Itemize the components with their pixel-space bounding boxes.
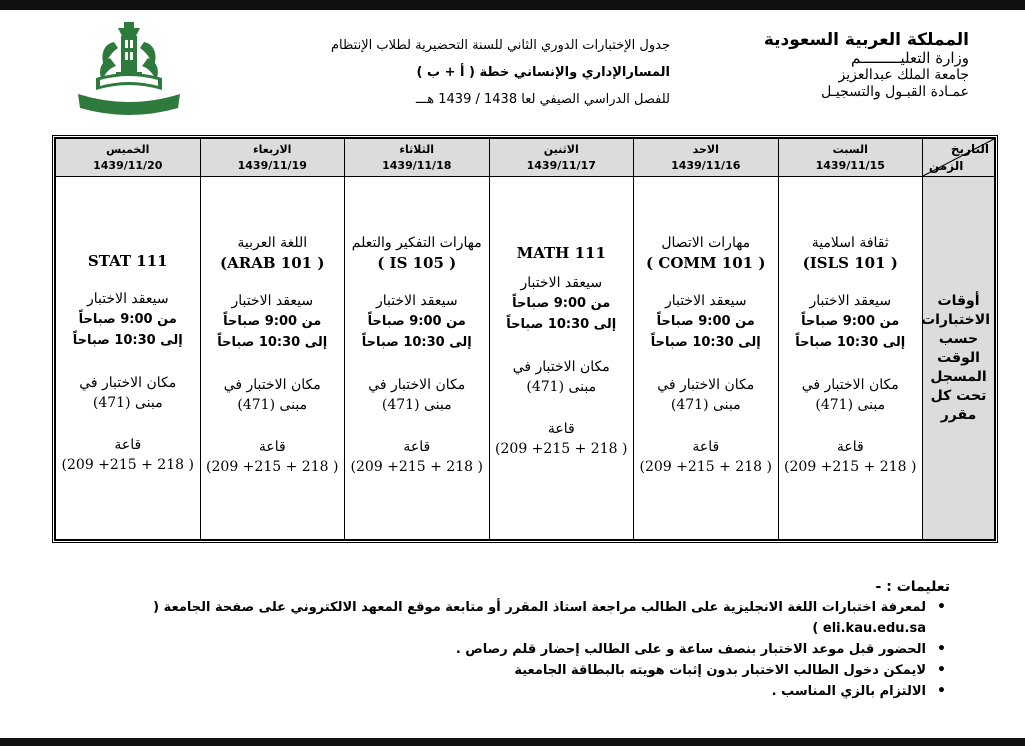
day-date: 1439/11/15 — [815, 158, 885, 172]
hall-label: قاعة — [692, 439, 720, 455]
building: مبنى (471) — [237, 397, 308, 413]
corner-time-label: الزمن — [929, 159, 964, 173]
term-line: للفصل الدراسي الصيفي لعا 1438 / 1439 هـــ — [415, 92, 670, 107]
day-date: 1439/11/20 — [93, 158, 163, 172]
day-header — [489, 139, 634, 177]
instructions-title: تعليمات : - — [875, 579, 950, 595]
building: مبنى (471) — [670, 397, 741, 413]
location-label: مكان الاختبار في — [657, 377, 755, 393]
exam-intro: سيعقد الاختبار — [664, 293, 747, 309]
instruction-item: • لايمكن دخول الطالب الاختبار بدون إثبات هويته بالبطاقة الجامعية — [60, 660, 926, 681]
kingdom-name: المملكة العربية السعودية — [763, 30, 969, 50]
institution-header — [739, 30, 969, 101]
exam-end: إلى 10:30 صباحاً — [361, 335, 472, 350]
hall-label: قاعة — [403, 439, 431, 455]
exam-intro: سيعقد الاختبار — [809, 293, 892, 309]
exam-cell-isls — [778, 177, 923, 540]
day-name: الاحد — [692, 142, 719, 156]
day-header — [200, 139, 345, 177]
day-name: السبت — [832, 142, 868, 156]
building: مبنى (471) — [815, 397, 886, 413]
instructions-section — [60, 578, 950, 702]
day-header — [778, 139, 923, 177]
exam-cell-stat — [56, 177, 201, 540]
exam-start: من 9:00 صباحاً — [801, 314, 900, 329]
instruction-item: • لمعرفة اختبارات اللغة الانجليزية على الطالب مراجعة استاذ المقرر أو متابعة موقع المعهد الالكتروني على صفحة الجامعة ( eli.kau.edu.sa ) — [60, 597, 926, 639]
day-date: 1439/11/19 — [237, 158, 307, 172]
location-label: مكان الاختبار في — [801, 377, 899, 393]
location-label: مكان الاختبار في — [79, 375, 177, 391]
room-numbers: ( 218 + 215+ 209) — [206, 459, 339, 475]
corner-cell — [923, 139, 995, 177]
deanship-name: عمـادة القبـول والتسجيـل — [821, 84, 969, 100]
day-name: الثلاثاء — [399, 142, 435, 156]
course-code: ( ISLS 101) — [802, 254, 898, 272]
side-label: أوقات الاختبارات حسب الوقت المسجل تحت كل مقرر — [923, 177, 995, 540]
instruction-item: • الحضور قبل موعد الاختبار بنصف ساعة و على الطالب إحضار قلم رصاص . — [60, 639, 926, 660]
top-border — [0, 0, 1025, 10]
exam-start: من 9:00 صباحاً — [512, 296, 611, 311]
exam-start: من 9:00 صباحاً — [78, 312, 177, 327]
day-date: 1439/11/16 — [671, 158, 741, 172]
course-code: MATH 111 — [516, 244, 606, 262]
exam-cell-math — [489, 177, 634, 540]
day-header — [345, 139, 490, 177]
day-header — [634, 139, 779, 177]
course-code: ( ARAB 101) — [220, 254, 325, 272]
room-numbers: ( 218 + 215+ 209) — [495, 441, 628, 457]
exam-intro: سيعقد الاختبار — [375, 293, 458, 309]
course-code: ( COMM 101 ) — [646, 254, 766, 272]
exam-end: إلى 10:30 صباحاً — [506, 317, 617, 332]
day-name: الاثنين — [543, 142, 579, 156]
location-label: مكان الاختبار في — [512, 359, 610, 375]
day-date: 1439/11/18 — [382, 158, 452, 172]
exam-cell-comm — [634, 177, 779, 540]
hall-label: قاعة — [114, 437, 142, 453]
day-date: 1439/11/17 — [526, 158, 596, 172]
exam-end: إلى 10:30 صباحاً — [795, 335, 906, 350]
exam-row — [56, 177, 995, 540]
exam-intro: سيعقد الاختبار — [231, 293, 314, 309]
room-numbers: ( 218 + 215+ 209) — [350, 459, 483, 475]
location-label: مكان الاختبار في — [223, 377, 321, 393]
schedule-header — [300, 32, 670, 113]
track-line: المسارالإداري والإنساني خطة ( أ + ب ) — [416, 65, 670, 80]
logo-emblem — [74, 14, 184, 119]
exam-start: من 9:00 صباحاً — [367, 314, 466, 329]
exam-end: إلى 10:30 صباحاً — [650, 335, 761, 350]
schedule-title: جدول الإختبارات الدوري الثاني للسنة التحضيرية لطلاب الإنتظام — [330, 38, 670, 53]
exam-end: إلى 10:30 صباحاً — [217, 335, 328, 350]
room-numbers: ( 218 + 215+ 209) — [784, 459, 917, 475]
exam-intro: سيعقد الاختبار — [520, 275, 603, 291]
university-logo — [74, 14, 184, 119]
course-name: مهارات الاتصال — [661, 235, 751, 251]
hall-label: قاعة — [258, 439, 286, 455]
bottom-border — [0, 738, 1025, 746]
day-name: الخميس — [106, 142, 150, 156]
university-name: جامعة الملك عبدالعزيز — [838, 67, 969, 83]
exam-cell-arab — [200, 177, 345, 540]
room-numbers: ( 218 + 215+ 209) — [639, 459, 772, 475]
building: مبنى (471) — [526, 379, 597, 395]
hall-label: قاعة — [547, 421, 575, 437]
exam-schedule-table — [52, 135, 998, 543]
building: مبنى (471) — [92, 395, 163, 411]
exam-intro: سيعقد الاختبار — [86, 291, 169, 307]
course-name: اللغة العربية — [237, 235, 308, 251]
exam-start: من 9:00 صباحاً — [223, 314, 322, 329]
instruction-item: • الالتزام بالزي المناسب . — [60, 681, 926, 702]
course-code: ( IS 105 ) — [377, 254, 457, 272]
table-header-row — [56, 139, 995, 177]
building: مبنى (471) — [381, 397, 452, 413]
hall-label: قاعة — [836, 439, 864, 455]
day-header — [56, 139, 201, 177]
course-name: مهارات التفكير والتعلم — [351, 235, 482, 251]
course-name: ثقافة اسلامية — [811, 235, 889, 251]
exam-start: من 9:00 صباحاً — [656, 314, 755, 329]
exam-end: إلى 10:30 صباحاً — [72, 333, 183, 348]
ministry-name: وزارة التعليـــــــــم — [850, 49, 969, 67]
exam-cell-is — [345, 177, 490, 540]
location-label: مكان الاختبار في — [368, 377, 466, 393]
instructions-list — [60, 597, 950, 702]
room-numbers: ( 218 + 215+ 209) — [61, 457, 194, 473]
course-code: STAT 111 — [87, 252, 168, 270]
day-name: الاربعاء — [253, 142, 292, 156]
corner-date-label: التاريخ — [950, 142, 989, 156]
